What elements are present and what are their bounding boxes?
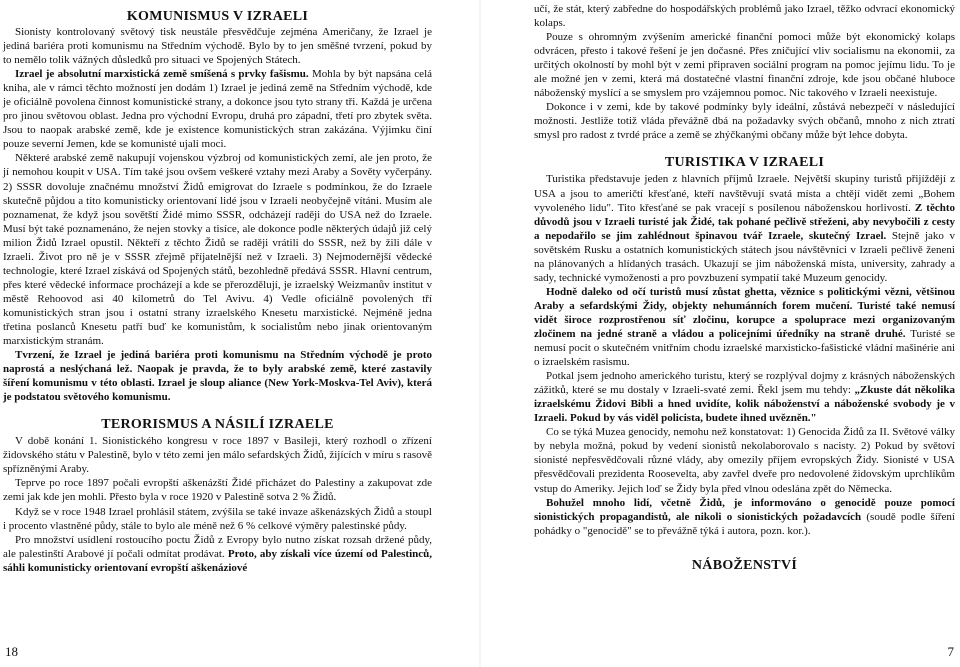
komunismus-paragraph-2-bold: Izrael je absolutní marxistická země smíšená s prvky fašismu. <box>15 68 309 81</box>
turistika-paragraph-1-bold: Z těchto důvodů jsou v Izraeli turisté jak Židé, tak pohané pečlivě střeženi, aby nevybočili z cesty a nepodařilo se jim zahlédnout špinavou tvář Izraele, skutečný Izrael. <box>534 201 955 242</box>
terorismus-paragraph-2: Teprve po roce 1897 počali evropští aškenázští Židé přicházet do Palestiny a zakupovat zde zemi jak kde jen mohli. Přesto byla v roce 1920 v Palestině sotva 2 % Židů. <box>3 477 432 504</box>
turistika-paragraph-5 <box>534 496 955 538</box>
komunismus-paragraph-3: Některé arabské země nakupují vojenskou výzbroj od komunistických zemí, ale jen proto, že jí nemohou koupit v USA. Tím také jsou ovšem veškeré vztahy mezi Araby a Sověty vyčerpány. 2) SSSR dovoluje značnému množství Židů emigrovat do Izraele s podmínkou, že do Izraele skutečně půjdou a tito komunisticky orientovaní lidé jsou v Izraeli neobyčejně vítáni. Musím ale poznamenat, že když jsou sovětští Židé mimo SSSR, odcházejí raději do USA než do Izraele. Musí být také poznamenáno, že nejen stovky a tisíce, ale dokonce podle některých údajů již celý milion Židů Izrael opustil. Někteří z těchto Židů se raději vrátili do SSSR, než by žili dále v Izraeli. Život pro ně je v SSSR zřejmě příjatelnější než v Izraeli. 3) Nejmodernější vědecké technologie, které Izrael získává od Spojených států, bezohledně předává SSSR. Hlavní centrum, přes které vědecké informace procházejí a kde se přerozdělují, je izraelský Weizmanův institut v městě Rehoovod asi 40 kilometrů do Tel Avivu. 4) Vedle oficiálně povolených tří komunistických stran jsou i ostatní strany izraelského Knesetu marxistické. Nejméně jedna třetina poslanců Knesetu patří buď ke komunistům, k socialistům nebo jinak orientovaným marxistickým stranám. <box>3 152 432 348</box>
turistika-paragraph-3-bold: „Zkuste dát několika izraelskému Židovi Bibli a hned uvidíte, kolik náboženství a náboženské svobody je v Izraeli. Pokud by vás viděl policista, budete ihned uvězněn." <box>534 384 955 425</box>
komunismus-paragraph-2-rest: Mohla by být napsána celá kniha, ale v rámci těchto možností jen dodám 1) Izrael je jediná země na Středním východě, kde je oficiálně povolena činnost komunistické strany, a dokonce jsou tyto strany tři. Každá je určena pro jinou světovou oblast. Jedna pro východní Evropu, druhá pro západní, třetí pro zbytek světa. Jsou to naopak arabské země, kde je existence komunistických stran zakázána. Výjimku činí pouze severní Jemen, kde se komunisté ujali moci. <box>3 68 433 151</box>
komunismus-paragraph-4-bold: Tvrzení, že Izrael je jediná bariéra proti komunismu na Středním východě je proto naprostá a neslýchaná lež. Naopak je pravda, že to byly arabské země, které zastavily šíření komunismu v této oblasti. Izrael je sloup aliance (New York-Moskva-Tel Aviv), která je podstatou světového komunismu. <box>3 349 432 404</box>
turistika-paragraph-1-c: Stejně jako v sovětském Rusku a ostatních komunistických státech jsou návštěvníci v Izraeli pečlivě ženeni na plánovaných a hlídaných trasách. Ukazují se jim náboženská místa, university, zahrady a sady, technické vymoženosti a pro povzbuzení sympatií také Muzeum genocidy. <box>534 229 955 284</box>
right-page <box>480 0 960 667</box>
terorismus-paragraph-1: V době konání 1. Sionistického kongresu v roce 1897 v Basileji, který rozhodl o zřízení židovského státu v Palestině, bylo v této zemi jen málo sefardských Židů, žijících v míru s rasově spřízněnými Araby. <box>3 435 432 476</box>
terorismus-paragraph-4-rest: Pro množství usídlení rostoucího poctu Židů z Evropy bylo nutno získat rozsah držené půdy, ale palestinští Arabové jí počali odmítat prodávat. <box>3 533 432 560</box>
continuation-paragraph-2: Pouze s ohromným zvýšením americké finanční pomoci může být ekonomický kolaps odvrácen, přesto i takové řešení je jen dočasné. Přes zničující vliv socialismu na ekonomii, za určitých okolností by mohl být v zemi připraven sociální program na pomoc jejímu lidu. To je ale možné jen v zemi, která má dostatečné vlastní finanční zdroje, kde jsou občané hluboce náboženský myslící a se smyslem pro vzájemnou pomoc. Nic takového v Izraeli neexistuje. <box>534 31 955 100</box>
komunismus-paragraph-1: Sionisty kontrolovaný světový tisk neustále přesvědčuje zejména Američany, že Izrael je jediná bariéra proti komunismu na Středním východě. Bylo by to jen směšné tvrzení, pokud by to nemělo tolik vážných důsledků pro situaci ve Spojených Státech. <box>3 26 432 67</box>
turistika-paragraph-5-rest: (soudě podle šíření pohádky o "genocidě" se to převážně týká i autora, pozn. kor.). <box>534 510 955 537</box>
page-number-left: 18 <box>5 644 18 659</box>
heading-turistika: TURISTIKA V IZRAELI <box>664 155 825 171</box>
page-number-right: 7 <box>947 644 954 659</box>
turistika-paragraph-4: Co se týká Muzea genocidy, nemohu než konstatovat: 1) Genocida Židů za II. Světové války by nebyla možná, pokud by vedení sionistů nekolaborovalo s nacisty. 2) Pokud by světoví sionisté nepřesvědčovali různé vlády, aby omezily příjem evropských Židy. Sionisté v USA přesvědčovali prezidenta Roosevelta, aby zavřel dveře pro nedovolené židovským uprchlíkům vstup do Ameriky. Jejich loď se Židy byla před vlnou odeslána zpět do Německa. <box>534 426 955 495</box>
right-text-column <box>534 2 955 573</box>
terorismus-paragraph-4-bold: Proto, aby získali více území od Palestinců, sáhli komunisticky orientovaní evropští aškenáziové <box>3 547 433 574</box>
turistika-paragraph-3-rest: Potkal jsem jednoho amerického turistu, který se rozplýval dojmy z krásných náboženských zážitků, které se mu dostaly v Izraeli-svaté zemi. Řekl jsem mu tehdy: <box>534 370 955 397</box>
turistika-paragraph-1-a: Turistika představuje jeden z hlavních příjmů Izraele. Největší skupiny turistů přijíždějí z USA a jsou to američtí křesťané, kteří navštěvují svatá místa a chtějí vidět zemi „Bohem vyvoleného lidu". Tito křesťané se pak vracejí s posílenou náboženskou horlivostí. <box>534 173 955 214</box>
turistika-paragraph-2-rest: Turisté se nemusí pocit o skutečném vnitřním chodu izraelské marxisticko-fašistické vládní mašinérie ani o izraelském rasismu. <box>534 327 955 369</box>
komunismus-paragraph-2 <box>3 67 432 151</box>
komunismus-paragraph-4 <box>3 348 432 404</box>
turistika-paragraph-3 <box>534 369 955 425</box>
left-text-column <box>3 2 432 575</box>
turistika-paragraph-2 <box>534 285 955 369</box>
continuation-paragraph-3: Dokonce i v zemi, kde by takové podmínky byly ideální, zůstává nebezpečí v následující možnosti. Jestliže totiž vláda převážně dbá na požadavky svých občanů, mnoho z nich ztratí smysl pro radost z tvrdé práce a země se zhýčkanými občany může být lehce dobyta. <box>534 101 955 142</box>
heading-komunismus: KOMUNISMUS V IZRAELI <box>126 9 309 24</box>
terorismus-paragraph-4 <box>3 533 432 575</box>
heading-terorismus: TERORISMUS A NÁSILÍ IZRAELE <box>101 417 334 433</box>
heading-nabozenstvi: NÁBOŽENSTVÍ <box>691 557 798 573</box>
turistika-paragraph-2-bold: Hodně daleko od očí turistů musí zůstat ghetta, věznice s politickými vězni, většinou Araby a sefardskými Židy, objekty nehumánních forem mučení. Turisté také nemusí vidět široce rozprostřenou síť zločinu, korupce a spoluprace mezi organizovaným zločinem na jedné straně a vládou a policejními úředníky na straně druhé. <box>534 285 955 340</box>
continuation-paragraph-1: učí, že stát, který zabředne do hospodářských problémů jako Izrael, těžko odvrací ekonomický kolaps. <box>534 3 955 30</box>
turistika-paragraph-5-bold: Bohužel mnoho lidí, včetně Židů, je informováno o genocidě pouze pomocí sionistických propagandistů, ale nikoli o sionistických požadavcích <box>534 496 955 523</box>
turistika-paragraph-1 <box>534 172 955 284</box>
terorismus-paragraph-3: Když se v roce 1948 Izrael prohlásil státem, zvýšila se také invaze aškenázských Židů a stoupl i procento vlastněné půdy, stále to bylo ale méně než 6 % celkové výměry palestinské půdy. <box>3 505 432 532</box>
